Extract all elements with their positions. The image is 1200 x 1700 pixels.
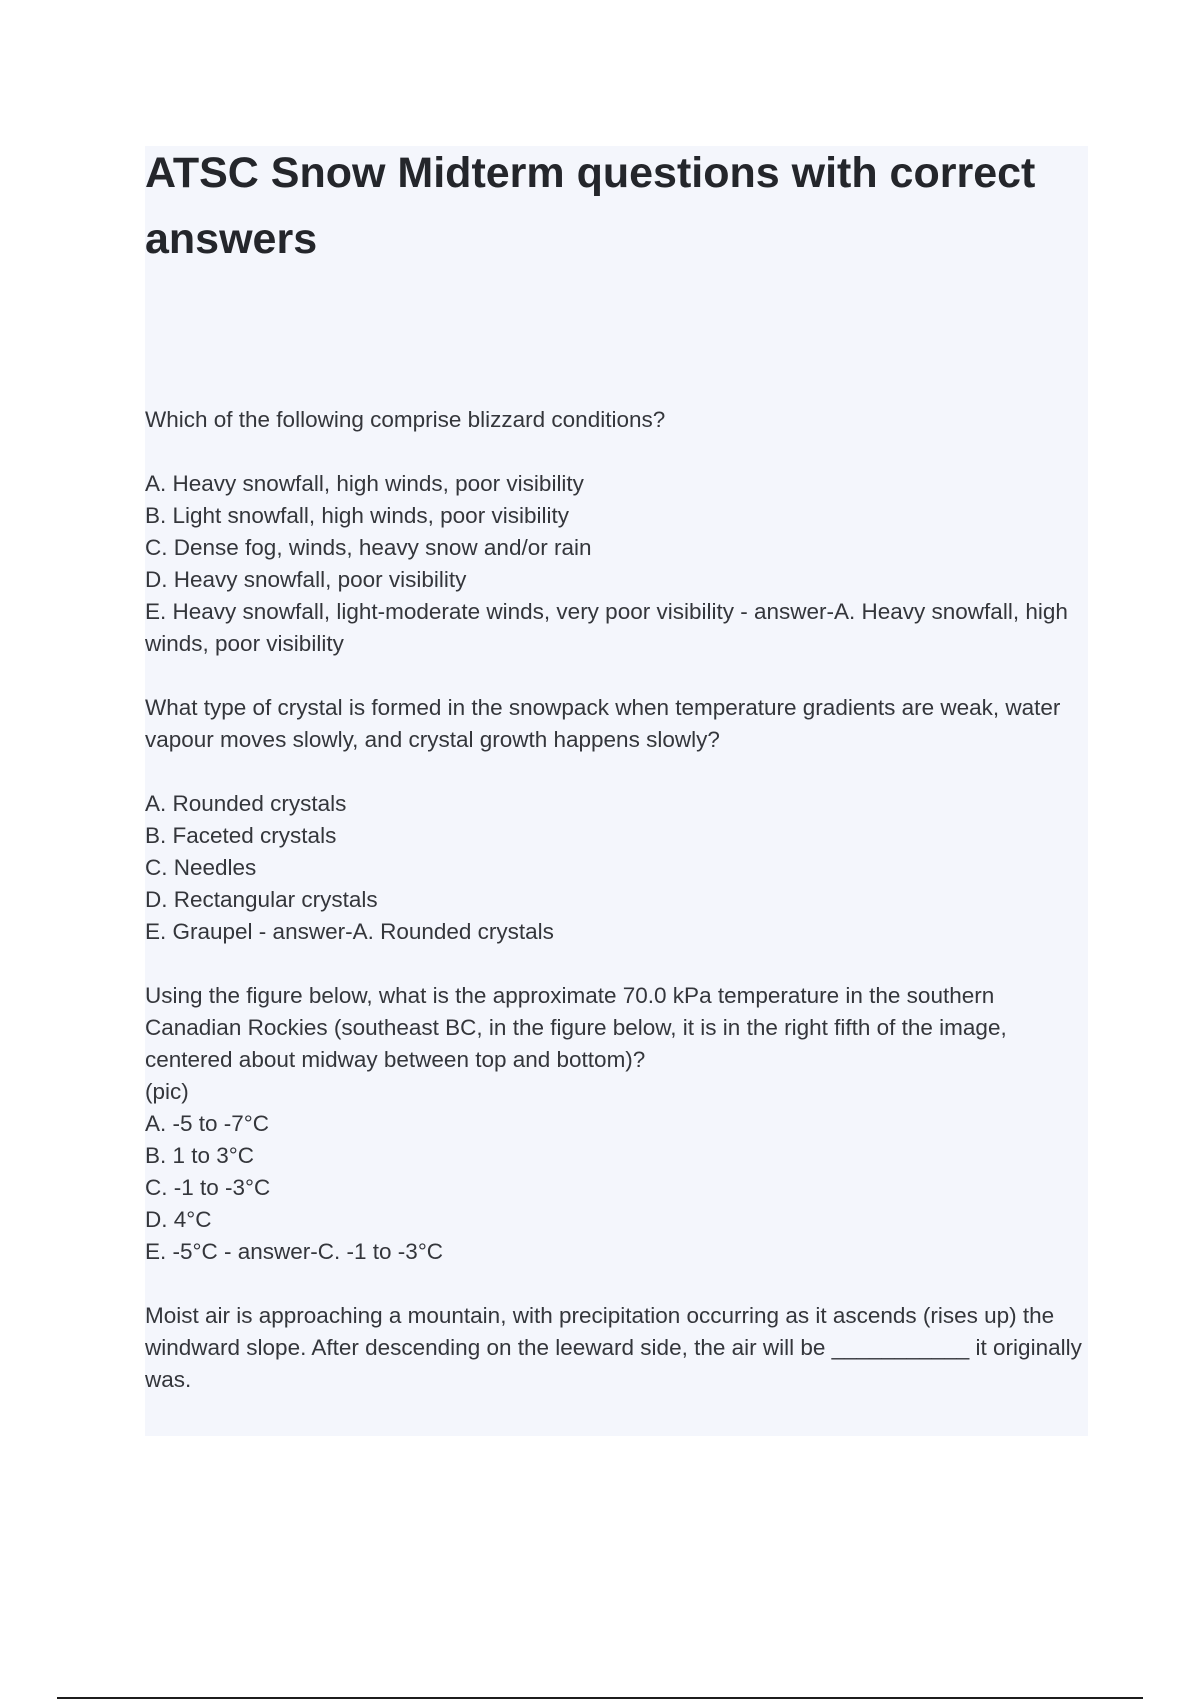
question-block-4 — [145, 1300, 1090, 1396]
answer-option: B. Faceted crystals — [145, 823, 337, 848]
answer-option-with-answer: E. -5°C - answer-C. -1 to -3°C — [145, 1239, 444, 1264]
answer-option: A. -5 to -7°C — [145, 1111, 270, 1136]
question-block-3 — [145, 980, 1090, 1268]
question-list — [145, 404, 1090, 1428]
answer-option-with-answer: E. Graupel - answer-A. Rounded crystals — [145, 919, 554, 944]
question-text: Moist air is approaching a mountain, with precipitation occurring as it ascends (rises up) the windward slope. After descending on the leeward side, the air will be ___________ it originally was. — [145, 1303, 1082, 1392]
figure-placeholder-note: (pic) — [145, 1079, 189, 1104]
answer-option: C. Dense fog, winds, heavy snow and/or rain — [145, 535, 592, 560]
answer-options — [145, 468, 1090, 660]
answer-option-with-answer: E. Heavy snowfall, light-moderate winds, very poor visibility - answer-A. Heavy snowfall, high winds, poor visibility — [145, 599, 1068, 656]
answer-options — [145, 1108, 1090, 1268]
answer-option: D. Rectangular crystals — [145, 887, 378, 912]
answer-option: A. Rounded crystals — [145, 791, 347, 816]
answer-option: A. Heavy snowfall, high winds, poor visibility — [145, 471, 584, 496]
page-title: ATSC Snow Midterm questions with correct answers — [145, 149, 1036, 263]
footer-divider — [57, 1697, 1143, 1699]
question-text: Using the figure below, what is the approximate 70.0 kPa temperature in the southern Canadian Rockies (southeast BC, in the figure below, it is in the right fifth of the image, centered about midway between top and bottom)? — [145, 983, 1007, 1072]
answer-option: D. Heavy snowfall, poor visibility — [145, 567, 467, 592]
answer-option: C. -1 to -3°C — [145, 1175, 271, 1200]
answer-option: D. 4°C — [145, 1207, 212, 1232]
question-text: What type of crystal is formed in the snowpack when temperature gradients are weak, water vapour moves slowly, and crystal growth happens slowly? — [145, 695, 1061, 752]
answer-option: B. Light snowfall, high winds, poor visibility — [145, 503, 569, 528]
answer-options — [145, 788, 1090, 948]
question-block-1 — [145, 404, 1090, 660]
question-text: Which of the following comprise blizzard conditions? — [145, 407, 666, 432]
answer-option: C. Needles — [145, 855, 257, 880]
answer-option: B. 1 to 3°C — [145, 1143, 255, 1168]
question-block-2 — [145, 692, 1090, 948]
